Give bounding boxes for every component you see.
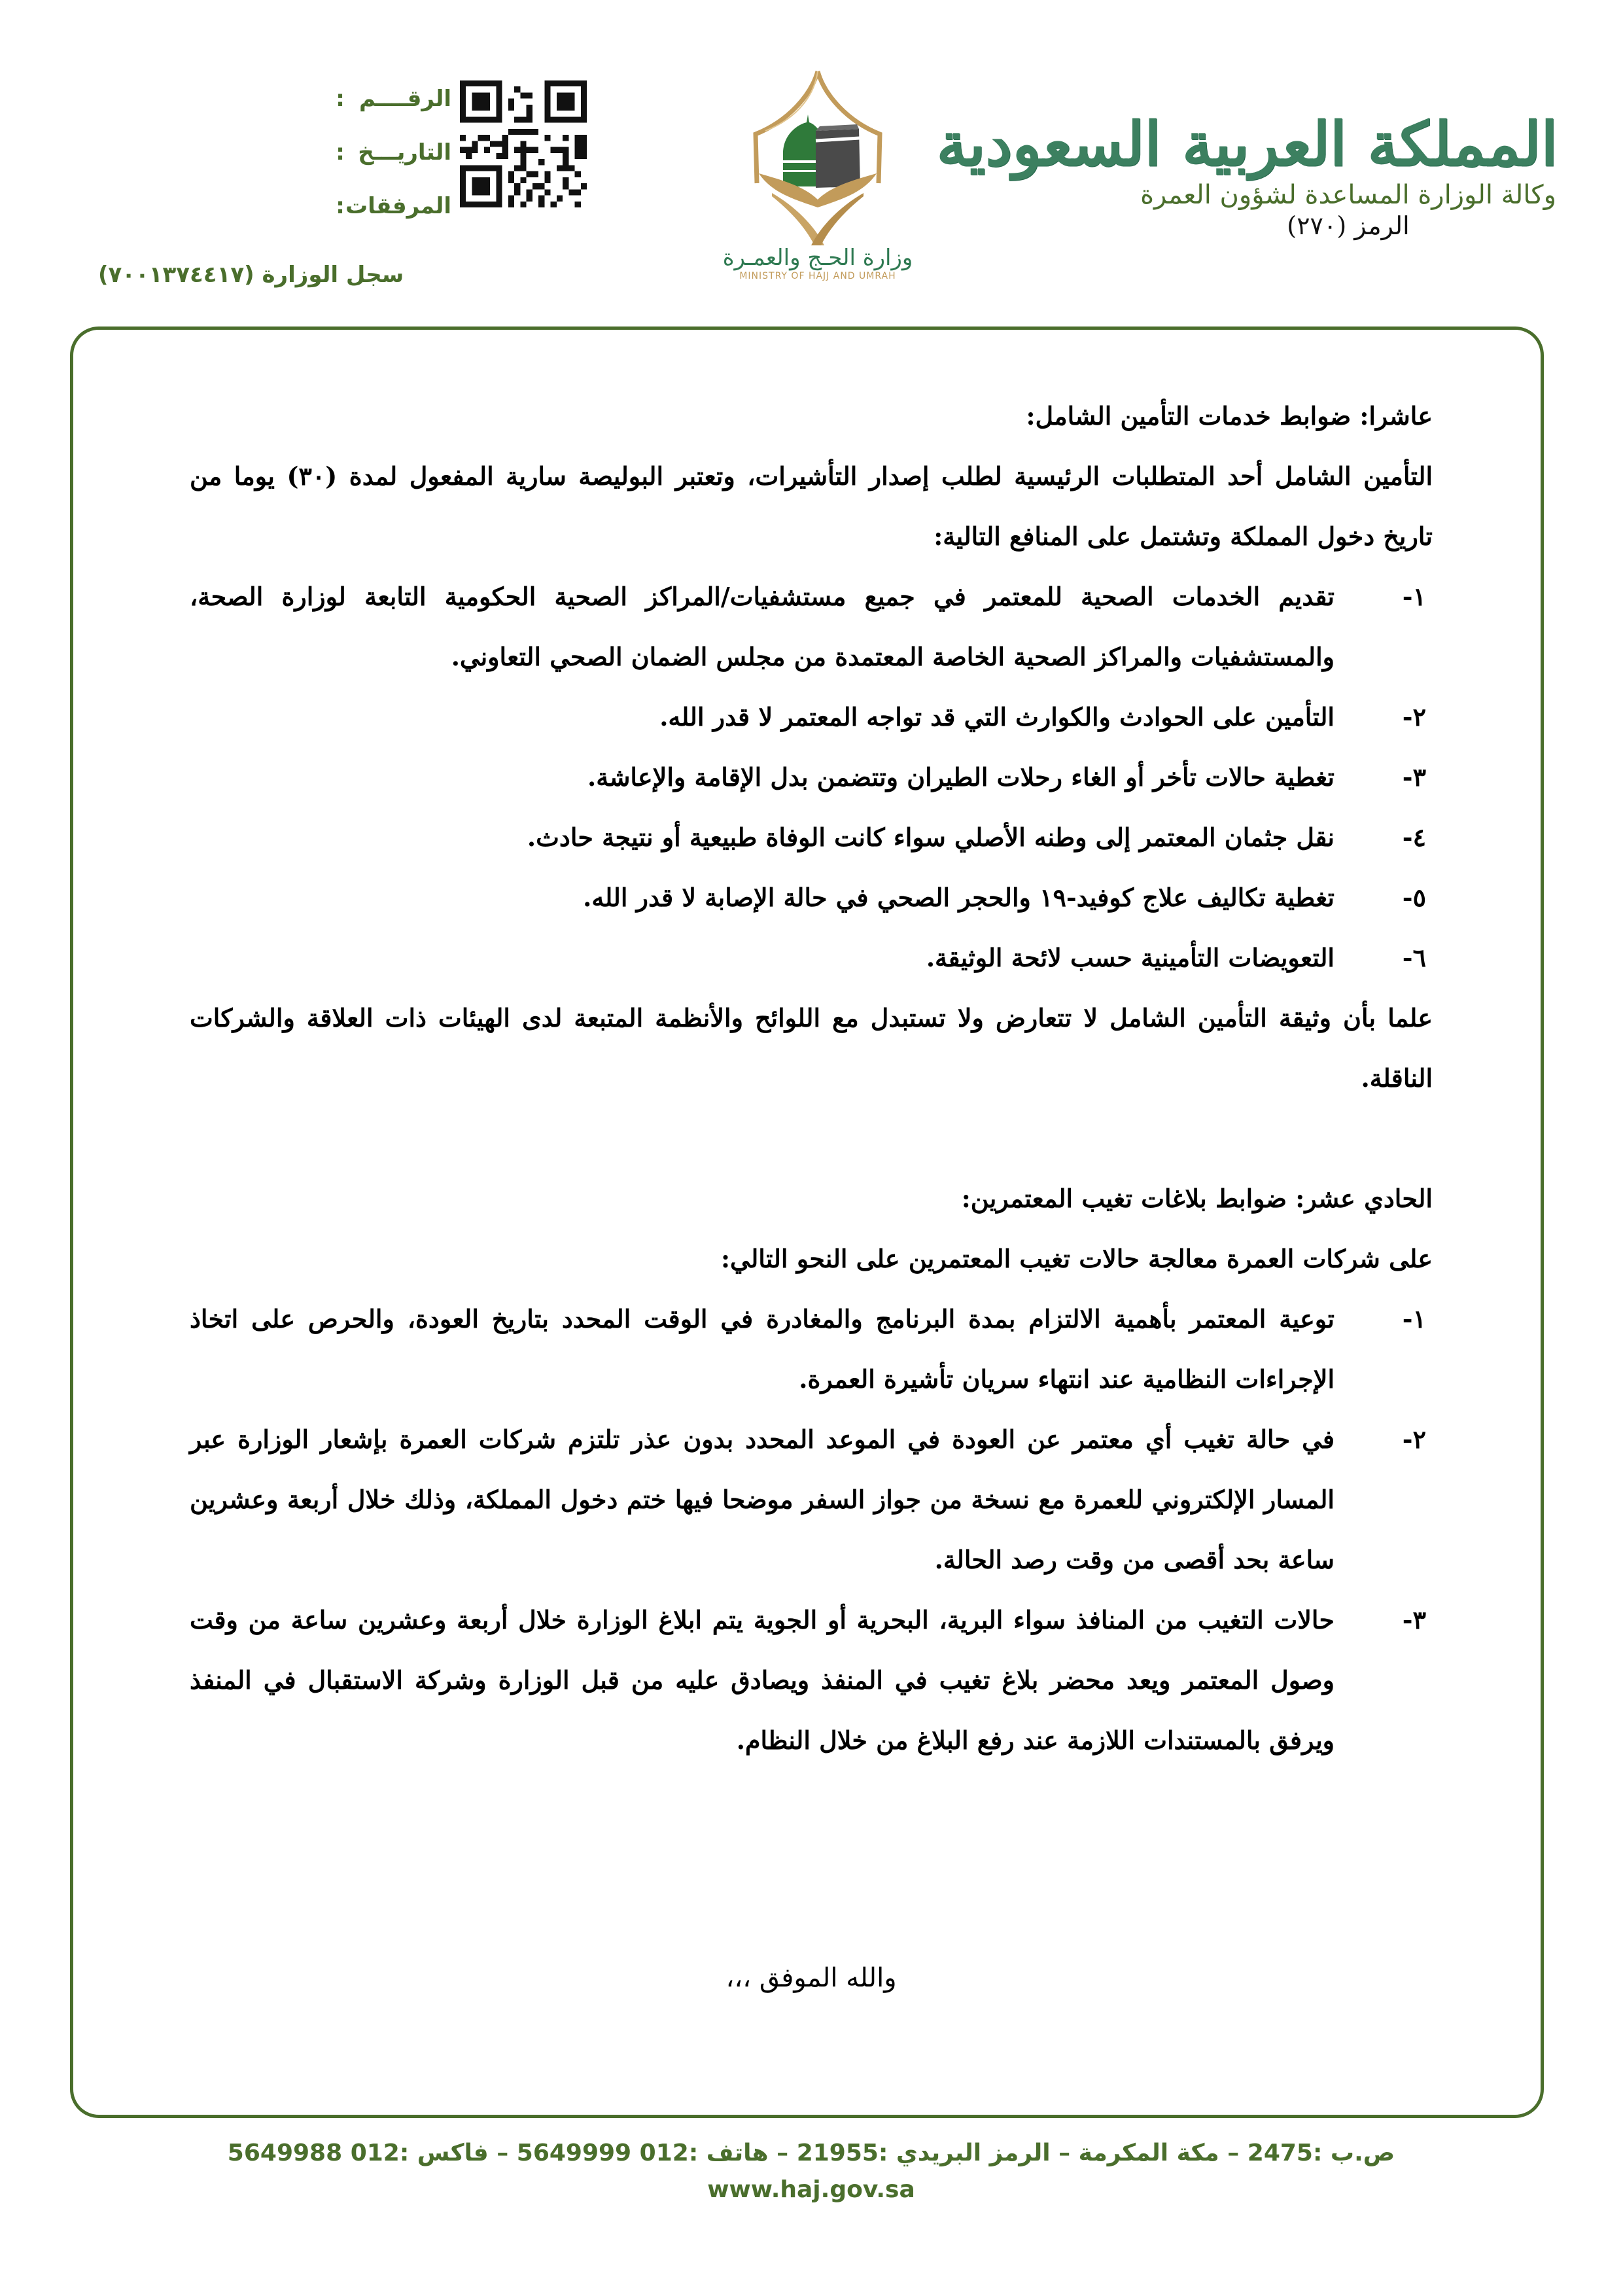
list-item-number: ٤- [1402, 822, 1426, 852]
list-item-text: التعويضات التأمينية حسب لائحة الوثيقة. [926, 943, 1335, 972]
field-number-colon: : [336, 86, 345, 112]
field-number-label: الرقــــم [359, 86, 451, 112]
list-item [190, 868, 1433, 928]
ministry-name-ar: وزارة الحـج والعمـرة [722, 245, 913, 271]
field-date-colon: : [336, 139, 345, 166]
section-10-title: عاشرا: ضوابط خدمات التأمين الشامل: [1026, 401, 1433, 431]
field-date [307, 126, 451, 179]
list-item-text: في حالة تغيب أي معتمر عن العودة في الموعد المحدد بدون عذر تلتزم شركات العمرة بإشعار الوزارة عبر المسار الإلكتروني للعمرة مع نسخة من جواز السفر موضحا فيها ختم دخول المملكة، وذلك خلال أربعة وعشرين ساعة بحد أقصى من وقت رصد الحالة. [190, 1424, 1335, 1574]
list-item [190, 1409, 1433, 1590]
section-spacer [190, 1108, 1433, 1169]
closing-remark: والله الموفق ،،، [725, 1963, 897, 1993]
kingdom-title: المملكة العربية السعودية [936, 109, 1558, 179]
list-item-number: ٣- [1402, 1605, 1426, 1634]
field-attachments [307, 179, 451, 233]
list-item-number: ١- [1402, 1304, 1426, 1333]
list-item-text: تغطية تكاليف علاج كوفيد-١٩ والحجر الصحي في حالة الإصابة لا قدر الله. [583, 883, 1335, 912]
list-item-text: نقل جثمان المعتمر إلى وطنه الأصلي سواء كانت الوفاة طبيعية أو نتيجة حادث. [527, 822, 1335, 852]
list-item [190, 928, 1433, 988]
list-item [190, 807, 1433, 868]
section-11-title: الحادي عشر: ضوابط بلاغات تغيب المعتمرين: [961, 1184, 1433, 1213]
list-item-number: ٥- [1402, 883, 1426, 912]
section-11-list [190, 1289, 1433, 1771]
qr-code [460, 80, 587, 208]
reference-fields [307, 72, 451, 233]
list-item [190, 687, 1433, 747]
section-10-list [190, 567, 1433, 988]
section-11-intro: على شركات العمرة معالجة حالات تغيب المعتمرين على النحو التالي: [721, 1244, 1433, 1273]
kaaba-dome-emblem-icon [742, 69, 893, 249]
field-attachments-colon: : [336, 193, 345, 219]
list-item-text: حالات التغيب من المنافذ سواء البرية، البحرية أو الجوية يتم ابلاغ الوزارة خلال أربعة وعشرين ساعة من وقت وصول المعتمر ويعد محضر بلاغ تغيب في المنفذ ويصادق عليه من قبل الوزارة وشركة الاستقبال في المنفذ ويرفق بالمستندات اللازمة عند رفع البلاغ من خلال النظام. [190, 1605, 1335, 1755]
kingdom-header [936, 109, 1558, 241]
list-item-text: توعية المعتمر بأهمية الالتزام بمدة البرنامج والمغادرة في الوقت المحدد بتاريخ العودة، والحرص على اتخاذ الإجراءات النظامية عند انتهاء سريان تأشيرة العمرة. [190, 1304, 1335, 1394]
list-item-text: التأمين على الحوادث والكوارث التي قد تواجه المعتمر لا قدر الله. [659, 702, 1335, 732]
agency-code: الرمز (٢٧٠) [1287, 211, 1410, 241]
document-body [190, 386, 1433, 1771]
list-item-number: ٦- [1402, 943, 1426, 972]
list-item [190, 1590, 1433, 1771]
list-item-number: ١- [1402, 582, 1426, 611]
field-date-label: التاريـــخ [358, 139, 451, 166]
section-10-intro: التأمين الشامل أحد المتطلبات الرئيسية لطلب إصدار التأشيرات، وتعتبر البوليصة سارية المفعول لمدة (٣٠) يوما من تاريخ دخول المملكة وتشتمل على المنافع التالية: [190, 461, 1433, 551]
field-attachments-label: المرفقات [345, 193, 451, 219]
list-item-number: ٣- [1402, 762, 1426, 792]
list-item-text: تغطية حالات تأخر أو الغاء رحلات الطيران وتتضمن بدل الإقامة والإعاشة. [587, 762, 1335, 792]
footer-address: ص.ب :2475 – مكة المكرمة – الرمز البريدي :21955 – هاتف :012 5649999 – فاكس :012 5649988 [227, 2140, 1395, 2166]
footer-website-link[interactable]: www.haj.gov.sa [707, 2176, 915, 2203]
list-item [190, 1289, 1433, 1409]
list-item-number: ٢- [1402, 1424, 1426, 1454]
ministry-name-en: MINISTRY OF HAJJ AND UMRAH [739, 271, 896, 281]
section-10-note: علما بأن وثيقة التأمين الشامل لا تتعارض ولا تستبدل مع اللوائح والأنظمة المتبعة لدى الهيئات ذات العلاقة والشركات الناقلة. [190, 1003, 1433, 1093]
agency-name: وكالة الوزارة المساعدة لشؤون العمرة [1140, 180, 1556, 211]
ministry-logo [703, 69, 932, 304]
list-item-number: ٢- [1402, 702, 1426, 732]
field-number [307, 72, 451, 126]
ministry-registry: سجل الوزارة (٧٠٠١٣٧٤٤١٧) [98, 262, 404, 288]
list-item [190, 567, 1433, 687]
list-item [190, 747, 1433, 807]
list-item-text: تقديم الخدمات الصحية للمعتمر في جميع مستشفيات/المراكز الصحية الحكومية التابعة لوزارة الصحة، والمستشفيات والمراكز الصحية الخاصة المعتمدة من مجلس الضمان الصحي التعاوني. [190, 582, 1335, 671]
